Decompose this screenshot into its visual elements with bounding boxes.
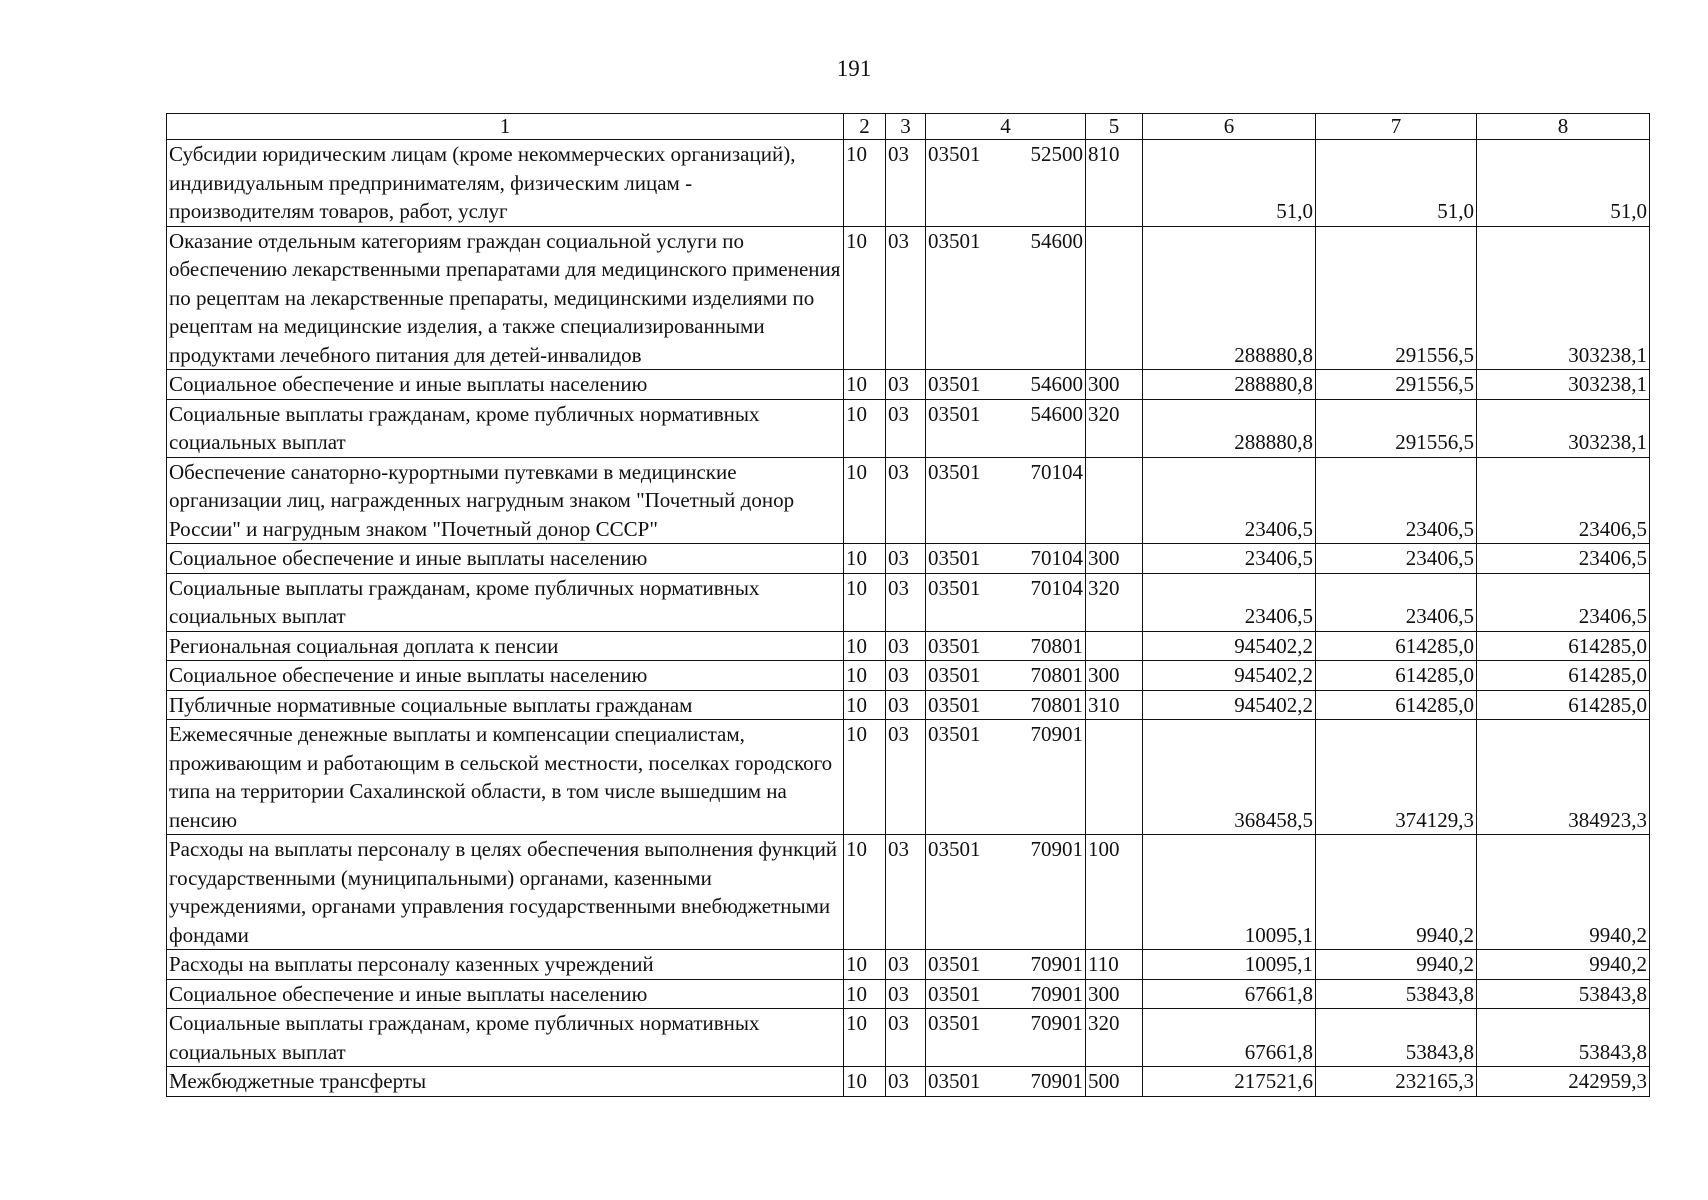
table-row: [167, 1067, 1650, 1097]
expense-type-code: [1086, 720, 1143, 835]
section-code: 10: [844, 370, 886, 400]
amount-column-8: 9940,2: [1477, 950, 1650, 980]
table-row: [167, 457, 1650, 544]
amount-column-6: 217521,6: [1143, 1067, 1316, 1097]
direction-code: 54600: [1030, 228, 1083, 253]
target-article-code: [926, 399, 1086, 457]
amount-column-8: 614285,0: [1477, 631, 1650, 661]
amount-column-8: 614285,0: [1477, 690, 1650, 720]
amount-column-7: 53843,8: [1316, 979, 1477, 1009]
amount-column-6: 67661,8: [1143, 1009, 1316, 1067]
expense-type-code: 320: [1086, 573, 1143, 631]
expense-type-code: 310: [1086, 690, 1143, 720]
section-code: 10: [844, 690, 886, 720]
target-article-code: [926, 1067, 1086, 1097]
amount-column-6: 945402,2: [1143, 631, 1316, 661]
amount-column-6: 10095,1: [1143, 835, 1316, 950]
subsection-code: 03: [886, 457, 926, 544]
program-code: 03501: [928, 575, 981, 600]
table-row: [167, 370, 1650, 400]
row-description: Социальное обеспечение и иные выплаты населению: [167, 544, 844, 574]
section-code: 10: [844, 457, 886, 544]
table-row: [167, 835, 1650, 950]
amount-column-6: 10095,1: [1143, 950, 1316, 980]
row-description: Расходы на выплаты персоналу в целях обеспечения выполнения функций государственными (муниципальными) органами, казенными учреждениями, органами управления государственными внебюджетными фондами: [167, 835, 844, 950]
amount-column-8: 9940,2: [1477, 835, 1650, 950]
column-header: 6: [1143, 114, 1316, 140]
table-row: [167, 979, 1650, 1009]
section-code: 10: [844, 573, 886, 631]
subsection-code: 03: [886, 720, 926, 835]
row-description: Расходы на выплаты персоналу казенных учреждений: [167, 950, 844, 980]
amount-column-8: 53843,8: [1477, 1009, 1650, 1067]
table-row: [167, 690, 1650, 720]
amount-column-7: 53843,8: [1316, 1009, 1477, 1067]
section-code: 10: [844, 1009, 886, 1067]
amount-column-7: 23406,5: [1316, 573, 1477, 631]
target-article-code: [926, 226, 1086, 370]
amount-column-6: 67661,8: [1143, 979, 1316, 1009]
expense-type-code: 810: [1086, 140, 1143, 227]
row-description: Межбюджетные трансферты: [167, 1067, 844, 1097]
amount-column-7: 232165,3: [1316, 1067, 1477, 1097]
amount-column-6: 288880,8: [1143, 370, 1316, 400]
subsection-code: 03: [886, 1009, 926, 1067]
amount-column-7: 9940,2: [1316, 950, 1477, 980]
direction-code: 70901: [1030, 722, 1083, 746]
table-row: [167, 544, 1650, 574]
expense-type-code: 100: [1086, 835, 1143, 950]
direction-code: 70901: [1030, 1069, 1083, 1093]
section-code: 10: [844, 399, 886, 457]
program-code: 03501: [928, 459, 981, 484]
direction-code: 70104: [1030, 546, 1083, 570]
subsection-code: 03: [886, 690, 926, 720]
target-article-code: [926, 661, 1086, 691]
program-code: 03501: [928, 952, 981, 976]
table-row: [167, 661, 1650, 691]
subsection-code: 03: [886, 226, 926, 370]
page-number: 191: [836, 56, 872, 81]
amount-column-6: 23406,5: [1143, 457, 1316, 544]
amount-column-6: 945402,2: [1143, 690, 1316, 720]
target-article-code: [926, 950, 1086, 980]
table-row: [167, 573, 1650, 631]
direction-code: 70104: [1030, 459, 1083, 484]
program-code: 03501: [928, 981, 981, 1006]
direction-code: 70801: [1030, 692, 1083, 717]
row-description: Социальное обеспечение и иные выплаты населению: [167, 370, 844, 400]
amount-column-8: 23406,5: [1477, 544, 1650, 574]
table-row: [167, 140, 1650, 227]
section-code: 10: [844, 544, 886, 574]
target-article-code: [926, 140, 1086, 227]
column-header: 1: [167, 114, 844, 140]
direction-code: 54600: [1030, 401, 1083, 426]
row-description: Ежемесячные денежные выплаты и компенсации специалистам, проживающим и работающим в сельской местности, поселках городского типа на территории Сахалинской области, в том числе вышедшим на пенсию: [167, 720, 844, 835]
subsection-code: 03: [886, 950, 926, 980]
program-code: 03501: [928, 1011, 981, 1035]
target-article-code: [926, 544, 1086, 574]
amount-column-6: 288880,8: [1143, 226, 1316, 370]
program-code: 03501: [928, 546, 981, 570]
table-row: [167, 399, 1650, 457]
target-article-code: [926, 573, 1086, 631]
amount-column-7: 291556,5: [1316, 226, 1477, 370]
direction-code: 70901: [1030, 952, 1083, 976]
budget-table: [166, 113, 1650, 1097]
subsection-code: 03: [886, 399, 926, 457]
amount-column-7: 614285,0: [1316, 690, 1477, 720]
table-row: [167, 631, 1650, 661]
amount-column-7: 291556,5: [1316, 399, 1477, 457]
expense-type-code: 500: [1086, 1067, 1143, 1097]
amount-column-6: 945402,2: [1143, 661, 1316, 691]
program-code: 03501: [928, 372, 981, 396]
subsection-code: 03: [886, 1067, 926, 1097]
row-description: Обеспечение санаторно-курортными путевками в медицинские организации лиц, награжденных нагрудным знаком "Почетный донор России" и нагрудным знаком "Почетный донор СССР": [167, 457, 844, 544]
table-row: [167, 950, 1650, 980]
row-description: Социальные выплаты гражданам, кроме публичных нормативных социальных выплат: [167, 1009, 844, 1067]
table-row: [167, 226, 1650, 370]
subsection-code: 03: [886, 573, 926, 631]
program-code: 03501: [928, 633, 981, 658]
expense-type-code: 110: [1086, 950, 1143, 980]
target-article-code: [926, 720, 1086, 835]
section-code: 10: [844, 720, 886, 835]
amount-column-6: 368458,5: [1143, 720, 1316, 835]
section-code: 10: [844, 979, 886, 1009]
expense-type-code: [1086, 226, 1143, 370]
amount-column-7: 614285,0: [1316, 631, 1477, 661]
subsection-code: 03: [886, 140, 926, 227]
column-header: 2: [844, 114, 886, 140]
amount-column-8: 303238,1: [1477, 370, 1650, 400]
subsection-code: 03: [886, 544, 926, 574]
row-description: Публичные нормативные социальные выплаты гражданам: [167, 690, 844, 720]
section-code: 10: [844, 835, 886, 950]
program-code: 03501: [928, 692, 981, 717]
direction-code: 54600: [1030, 372, 1083, 396]
subsection-code: 03: [886, 979, 926, 1009]
direction-code: 70901: [1030, 837, 1083, 861]
row-description: Региональная социальная доплата к пенсии: [167, 631, 844, 661]
program-code: 03501: [928, 837, 981, 861]
target-article-code: [926, 835, 1086, 950]
amount-column-8: 614285,0: [1477, 661, 1650, 691]
expense-type-code: 320: [1086, 1009, 1143, 1067]
amount-column-6: 51,0: [1143, 140, 1316, 227]
program-code: 03501: [928, 142, 981, 166]
section-code: 10: [844, 226, 886, 370]
amount-column-8: 51,0: [1477, 140, 1650, 227]
amount-column-7: 51,0: [1316, 140, 1477, 227]
expense-type-code: 320: [1086, 399, 1143, 457]
program-code: 03501: [928, 1069, 981, 1093]
amount-column-8: 384923,3: [1477, 720, 1650, 835]
subsection-code: 03: [886, 835, 926, 950]
amount-column-8: 23406,5: [1477, 573, 1650, 631]
amount-column-8: 23406,5: [1477, 457, 1650, 544]
row-description: Социальное обеспечение и иные выплаты населению: [167, 661, 844, 691]
section-code: 10: [844, 661, 886, 691]
row-description: Социальные выплаты гражданам, кроме публичных нормативных социальных выплат: [167, 399, 844, 457]
amount-column-6: 288880,8: [1143, 399, 1316, 457]
section-code: 10: [844, 1067, 886, 1097]
expense-type-code: 300: [1086, 544, 1143, 574]
expense-type-code: 300: [1086, 661, 1143, 691]
program-code: 03501: [928, 228, 981, 253]
target-article-code: [926, 631, 1086, 661]
row-description: Социальные выплаты гражданам, кроме публичных нормативных социальных выплат: [167, 573, 844, 631]
amount-column-8: 53843,8: [1477, 979, 1650, 1009]
section-code: 10: [844, 950, 886, 980]
table-row: [167, 1009, 1650, 1067]
table-row: [167, 720, 1650, 835]
column-header: 3: [886, 114, 926, 140]
expense-type-code: 300: [1086, 370, 1143, 400]
amount-column-7: 23406,5: [1316, 544, 1477, 574]
amount-column-8: 303238,1: [1477, 399, 1650, 457]
expense-type-code: [1086, 457, 1143, 544]
direction-code: 70801: [1030, 633, 1083, 658]
amount-column-7: 23406,5: [1316, 457, 1477, 544]
direction-code: 70104: [1030, 575, 1083, 600]
target-article-code: [926, 1009, 1086, 1067]
direction-code: 52500: [1030, 142, 1083, 166]
column-header: 8: [1477, 114, 1650, 140]
amount-column-6: 23406,5: [1143, 573, 1316, 631]
amount-column-8: 303238,1: [1477, 226, 1650, 370]
program-code: 03501: [928, 401, 981, 426]
amount-column-8: 242959,3: [1477, 1067, 1650, 1097]
direction-code: 70801: [1030, 663, 1083, 687]
amount-column-7: 614285,0: [1316, 661, 1477, 691]
amount-column-7: 291556,5: [1316, 370, 1477, 400]
row-description: Субсидии юридическим лицам (кроме некоммерческих организаций), индивидуальным предпринимателям, физическим лицам - производителям товаров, работ, услуг: [167, 140, 844, 227]
section-code: 10: [844, 140, 886, 227]
table-header-row: [167, 114, 1650, 140]
program-code: 03501: [928, 663, 981, 687]
subsection-code: 03: [886, 370, 926, 400]
row-description: Социальное обеспечение и иные выплаты населению: [167, 979, 844, 1009]
target-article-code: [926, 457, 1086, 544]
target-article-code: [926, 370, 1086, 400]
column-header: 7: [1316, 114, 1477, 140]
section-code: 10: [844, 631, 886, 661]
expense-type-code: 300: [1086, 979, 1143, 1009]
direction-code: 70901: [1030, 981, 1083, 1006]
amount-column-7: 9940,2: [1316, 835, 1477, 950]
column-header: 5: [1086, 114, 1143, 140]
expense-type-code: [1086, 631, 1143, 661]
row-description: Оказание отдельным категориям граждан социальной услуги по обеспечению лекарственными препаратами для медицинского применения по рецептам на лекарственные препараты, медицинскими изделиями по рецептам на медицинские изделия, а также специализированными продуктами лечебного питания для детей-инвалидов: [167, 226, 844, 370]
column-header: 4: [926, 114, 1086, 140]
direction-code: 70901: [1030, 1011, 1083, 1035]
target-article-code: [926, 690, 1086, 720]
program-code: 03501: [928, 722, 981, 746]
amount-column-6: 23406,5: [1143, 544, 1316, 574]
subsection-code: 03: [886, 631, 926, 661]
target-article-code: [926, 979, 1086, 1009]
subsection-code: 03: [886, 661, 926, 691]
amount-column-7: 374129,3: [1316, 720, 1477, 835]
